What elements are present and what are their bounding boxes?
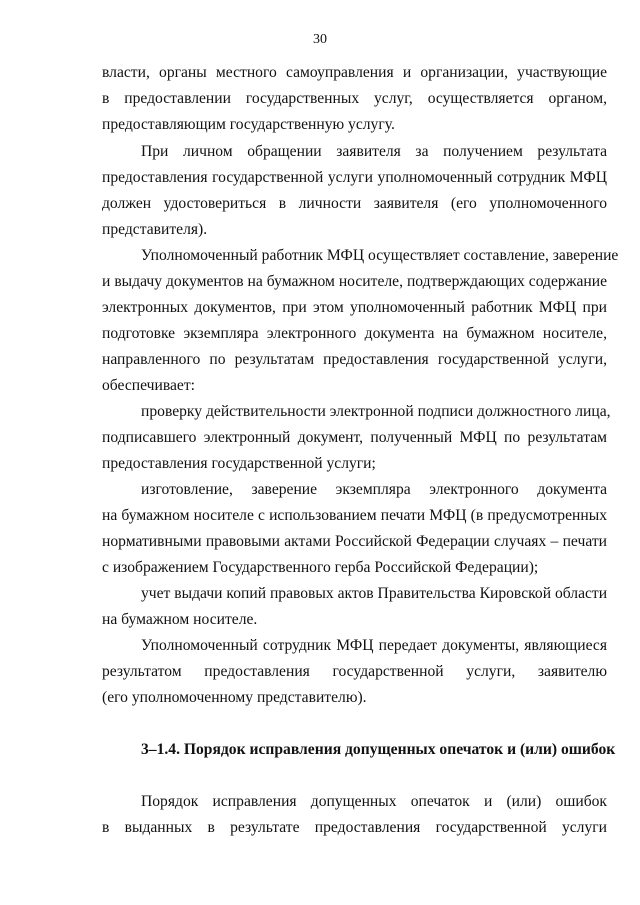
body-line: электронных документов, при этом уполномоченный работник МФЦ при [102,299,607,316]
body-line: проверку действительности электронной подписи должностного лица, [141,403,611,420]
body-line: предоставления государственной услуги; [102,455,376,472]
body-line: и выдачу документов на бумажном носителе, подтверждающих содержание [102,273,607,290]
body-line: (его уполномоченному представителю). [102,689,367,706]
body-line: должен удостовериться в личности заявителя (его уполномоченного [102,195,607,212]
body-line: на бумажном носителе с использованием печати МФЦ (в предусмотренных [102,507,607,524]
body-line: направленного по результатам предоставления государственной услуги, [102,351,607,368]
body-line: Уполномоченный сотрудник МФЦ передает документы, являющиеся [141,637,607,654]
body-line: власти, органы местного самоуправления и организации, участвующие [102,64,607,81]
body-line: подготовке экземпляра электронного документа на бумажном носителе, [102,325,607,342]
body-line: Уполномоченный работник МФЦ осуществляет составление, заверение [141,247,619,264]
section-heading: 3–1.4. Порядок исправления допущенных опечаток и (или) ошибок [141,741,616,758]
body-line: предоставления государственной услуги уполномоченный сотрудник МФЦ [102,169,607,186]
body-line: Порядок исправления допущенных опечаток и (или) ошибок [141,793,607,810]
body-line: представителя). [102,221,208,238]
body-line: предоставляющим государственную услугу. [102,116,395,133]
body-line: на бумажном носителе. [102,611,258,628]
body-line: учет выдачи копий правовых актов Правительства Кировской области [141,585,608,602]
body-line: нормативными правовыми актами Российской Федерации случаях – печати [102,533,607,550]
body-line: результатом предоставления государственной услуги, заявителю [102,663,607,680]
page-number: 30 [313,32,327,47]
body-line: изготовление, заверение экземпляра электронного документа [141,481,607,498]
body-line: в выданных в результате предоставления государственной услуги [102,819,607,836]
body-line: обеспечивает: [102,377,195,394]
body-line: подписавшего электронный документ, полученный МФЦ по результатам [102,429,607,446]
body-line: с изображением Государственного герба Российской Федерации); [102,559,539,576]
body-line: При личном обращении заявителя за получением результата [141,143,607,160]
body-line: в предоставлении государственных услуг, осуществляется органом, [102,90,607,107]
